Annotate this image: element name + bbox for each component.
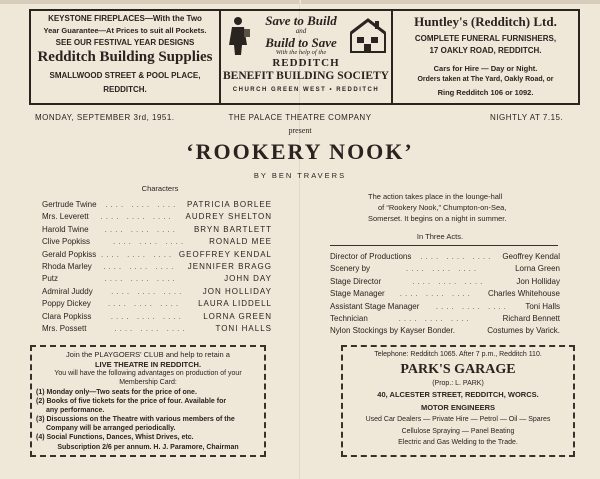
builder-figure-icon	[225, 15, 251, 55]
club-line: LIVE THEATRE IN REDDITCH.	[94, 360, 202, 369]
crew-role: Director of Productions	[330, 252, 412, 261]
cast-role: Putz	[42, 274, 59, 284]
leader-dots: .... .... ....	[107, 299, 182, 309]
cast-row	[42, 262, 272, 271]
advert-address: 17 OAKLY ROAD, REDDITCH.	[429, 46, 542, 55]
setting-line: The action takes place in the lounge-hall	[368, 192, 503, 201]
crew-row	[330, 252, 560, 261]
crew-row	[330, 326, 560, 335]
club-benefit: (3) Discussions on the Theatre with various members of the	[36, 416, 235, 423]
crew-name: Richard Bennett	[502, 314, 560, 323]
presents-label: present	[288, 126, 312, 135]
acts-note: In Three Acts.	[416, 232, 464, 241]
society-slogan: Save to Build	[265, 13, 337, 28]
cast-row	[42, 200, 272, 209]
cast-actor: PATRICIA BORLEE	[187, 200, 272, 209]
playgoers-club-box	[30, 345, 266, 457]
cast-role: Admiral Juddy	[42, 286, 93, 296]
club-line: You will have the following advantages on production of your	[54, 370, 242, 377]
leader-dots: .... .... ....	[398, 314, 472, 323]
garage-address: 40, ALCESTER STREET, REDDITCH, WORCS.	[377, 390, 539, 399]
leader-dots: .... .... ....	[412, 276, 486, 286]
crew-row	[330, 302, 560, 311]
crew-name: Jon Holliday	[516, 276, 560, 286]
society-slogan: Build to Save	[265, 35, 337, 50]
crew-row	[330, 277, 560, 286]
advert-line: COMPLETE FUNERAL FURNISHERS,	[414, 34, 557, 43]
club-subscription: Subscription 2/6 per annum. H. J. Paramore, Chairman	[57, 444, 239, 451]
leader-dots: .... .... ....	[104, 224, 178, 234]
cast-role: Clive Popkiss	[42, 237, 91, 247]
funeral-furnishers-advert	[393, 11, 578, 103]
cast-row	[42, 274, 272, 283]
cast-role: Mrs. Leverett	[42, 212, 89, 222]
crew-name: Lorna Green	[515, 264, 560, 274]
garage-engineers: MOTOR ENGINEERS	[420, 403, 496, 412]
leader-dots: .... .... ....	[103, 262, 177, 271]
crew-role: Nylon Stockings by Kayser Bonder.	[330, 326, 455, 336]
leader-dots: .... .... ....	[420, 252, 494, 261]
cast-row	[42, 312, 272, 321]
club-benefit: Company will be arranged periodically.	[46, 425, 176, 432]
cast-role: Poppy Dickey	[42, 299, 91, 309]
cast-role: Gerald Popkiss	[42, 249, 97, 259]
setting-line: of “Rookery Nook,” Chumpton-on-Sea,	[378, 203, 507, 212]
garage-proprietor: (Prop.: L. PARK)	[432, 380, 484, 387]
cast-actor: JON HOLLIDAY	[202, 286, 272, 296]
leader-dots: .... .... ....	[110, 311, 184, 321]
leader-dots: .... .... ....	[112, 237, 187, 247]
cast-actor: LAURA LIDDELL	[198, 299, 272, 309]
cast-row	[42, 237, 272, 246]
crew-name: Toni Halls	[525, 301, 560, 311]
leader-dots: .... .... ....	[435, 301, 509, 311]
advert-line: KEYSTONE FIREPLACES—With the Two	[48, 14, 202, 23]
cast-row	[42, 324, 272, 333]
advert-town: REDDITCH.	[103, 85, 147, 94]
crew-row	[330, 264, 560, 273]
leader-dots: .... .... ....	[111, 286, 185, 296]
society-address: CHURCH GREEN WEST • REDDITCH	[232, 87, 380, 93]
garage-services: Used Car Dealers — Private Hire — Petrol — Oil — Spares	[365, 416, 551, 423]
crew-role: Technician	[330, 314, 368, 323]
advert-line: Cars for Hire — Day or Night.	[433, 64, 538, 73]
cast-role: Clara Popkiss	[42, 311, 92, 321]
cast-actor: TONI HALLS	[215, 324, 272, 333]
crew-name: Costumes by Varick.	[487, 326, 560, 336]
cast-row	[42, 299, 272, 308]
advert-line: Ring Redditch 106 or 1092.	[437, 88, 534, 97]
crew-name: Geoffrey Kendal	[502, 252, 560, 261]
garage-phone: Telephone: Redditch 1065. After 7 p.m., Redditch 110.	[374, 351, 542, 358]
advert-company-name: Huntley's (Redditch) Ltd.	[414, 14, 557, 29]
house-icon	[349, 17, 387, 53]
play-author: BY BEN TRAVERS	[253, 171, 347, 180]
crew-row	[330, 314, 560, 323]
garage-name: PARK'S GARAGE	[400, 362, 516, 377]
crew-role: Stage Director	[330, 276, 382, 286]
crew-divider	[330, 245, 558, 246]
leader-dots: .... .... ....	[114, 324, 188, 333]
characters-heading: Characters	[141, 184, 179, 193]
leader-dots: .... .... ....	[100, 212, 174, 222]
leader-dots: .... .... ....	[104, 274, 178, 284]
advert-line: Orders taken at The Yard, Oakly Road, or	[417, 76, 554, 83]
club-benefit: (4) Social Functions, Dances, Whist Drives, etc.	[36, 434, 194, 441]
cast-row	[42, 287, 272, 296]
cast-actor: BRYN BARTLETT	[193, 224, 272, 234]
garage-services: Electric and Gas Welding to the Trade.	[398, 439, 518, 446]
leader-dots: .... .... ....	[405, 264, 480, 274]
society-name: BENEFIT BUILDING SOCIETY	[223, 70, 389, 82]
leader-dots: .... .... ....	[399, 289, 473, 299]
crew-row	[330, 289, 560, 298]
club-line: Membership Card:	[119, 379, 177, 386]
cast-role: Mrs. Possett	[42, 324, 87, 333]
cast-row	[42, 225, 272, 234]
cast-role: Rhoda Marley	[42, 262, 92, 271]
society-with-help: With the help of the	[275, 49, 327, 56]
parks-garage-box	[341, 345, 575, 457]
nightly-time: NIGHTLY AT 7.15.	[490, 113, 564, 122]
cast-row	[42, 212, 272, 221]
crew-role: Assistant Stage Manager	[330, 301, 420, 311]
advert-company-name: Redditch Building Supplies	[37, 49, 213, 65]
crew-role: Stage Manager	[330, 289, 385, 299]
performance-date: MONDAY, SEPTEMBER 3rd, 1951.	[35, 113, 175, 122]
building-supplies-advert	[31, 11, 219, 103]
cast-actor: LORNA GREEN	[203, 311, 272, 321]
cast-actor: GEOFFREY KENDAL	[178, 249, 272, 259]
advert-banner	[29, 9, 580, 105]
cast-role: Gertrude Twine	[42, 200, 97, 209]
crew-name: Charles Whitehouse	[487, 289, 560, 299]
club-benefit: any performance.	[46, 407, 105, 414]
advert-line: Year Guarantee—At Prices to suit all Pockets.	[43, 26, 207, 35]
leader-dots	[455, 326, 487, 335]
leader-dots: .... .... ....	[101, 249, 175, 259]
advert-line: SEE OUR FESTIVAL YEAR DESIGNS	[55, 38, 195, 47]
cast-row	[42, 250, 272, 259]
club-benefit: (2) Books of five tickets for the price of four. Available for	[36, 398, 227, 405]
club-line: Join the PLAYGOERS' CLUB and help to retain a	[66, 350, 230, 359]
garage-services: Cellulose Spraying — Panel Beating	[401, 428, 515, 435]
theatre-company: THE PALACE THEATRE COMPANY	[228, 113, 372, 122]
society-slogan-and: and	[295, 27, 307, 35]
crew-role: Scenery by	[330, 264, 371, 274]
advert-address: SMALLWOOD STREET & POOL PLACE,	[49, 71, 201, 80]
play-title: ‘ROOKERY NOOK’	[186, 139, 414, 164]
cast-role: Harold Twine	[42, 224, 89, 234]
leader-dots: .... .... ....	[105, 200, 179, 209]
cast-actor: JENNIFER BRAGG	[187, 262, 272, 271]
setting-line: Somerset. It begins on a night in summer.	[368, 214, 507, 223]
cast-actor: JOHN DAY	[224, 274, 272, 284]
club-benefit: (1) Monday only—Two seats for the price of one.	[36, 389, 197, 396]
cast-actor: RONALD MEE	[209, 237, 272, 247]
society-town: REDDITCH	[272, 57, 340, 69]
building-society-advert	[221, 11, 391, 103]
cast-actor: AUDREY SHELTON	[185, 212, 272, 222]
